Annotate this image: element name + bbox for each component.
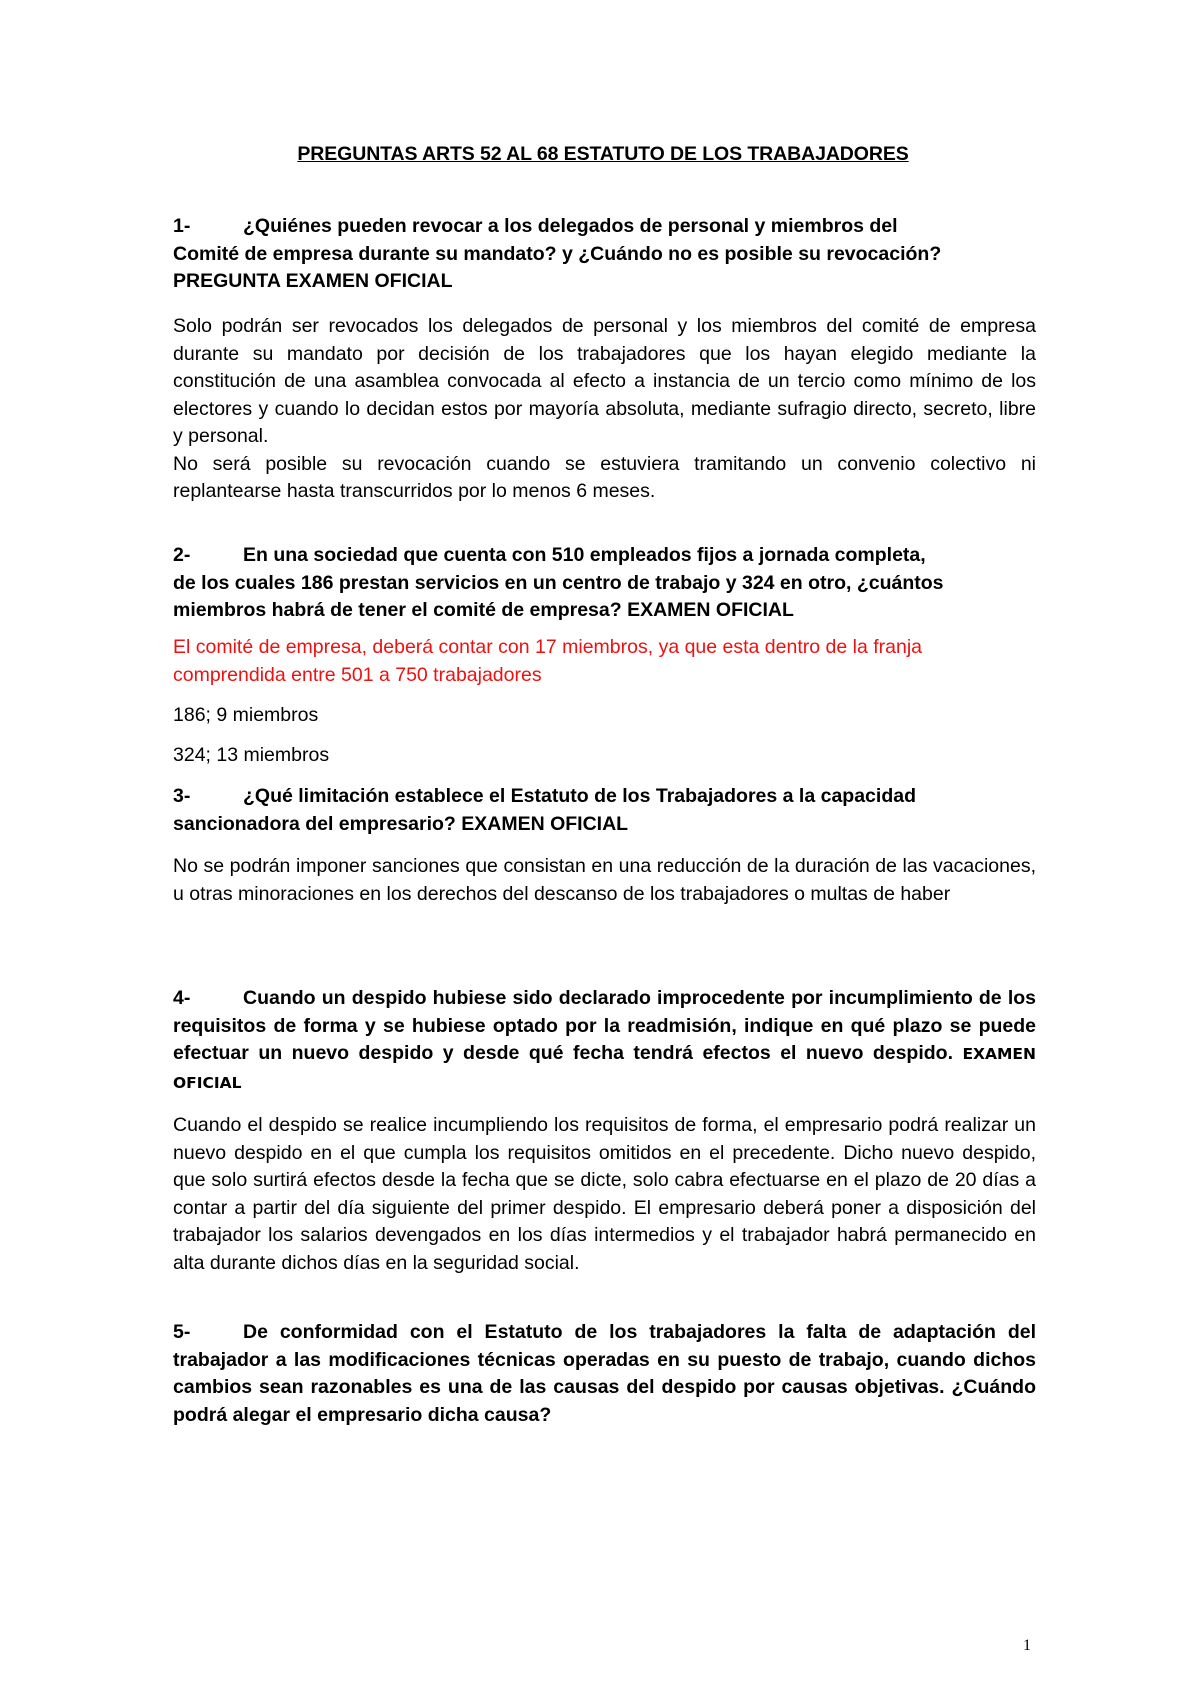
page-number: 1 [1023,1637,1031,1654]
question-4 [173,985,1036,1097]
page-title: PREGUNTAS ARTS 52 AL 68 ESTATUTO DE LOS TRABAJADORES [297,143,909,165]
question-text-line1: ¿Qué limitación establece el Estatuto de los Trabajadores a la capacidad [243,785,916,807]
question-text-rest: sancionadora del empresario? EXAMEN OFICIAL [173,812,629,835]
question-text: Cuando un despido hubiese sido declarado improcedente por incumplimiento de los requisitos de forma y se hubiese optado por la readmisión, indique en qué plazo se puede efectuar un nuevo despido y desde qué fecha tendrá efectos el nuevo despido. [173,987,1036,1064]
answer-2-highlight: El comité de empresa, deberá contar con 17 miembros, ya que esta dentro de la franja comprendida entre 501 a 750 trabajadores [173,636,922,686]
answer-2-line2: 324; 13 miembros [173,744,330,766]
question-text: De conformidad con el Estatuto de los trabajadores la falta de adaptación del trabajador a las modificaciones técnicas operadas en su puesto de trabajo, cuando dichos cambios sean razonables es una de las causas del despido por causas objetivas. ¿Cuándo podrá alegar el empresario dicha causa? [173,1321,1036,1426]
question-text-rest: Comité de empresa durante su mandato? y ¿Cuándo no es posible su revocación? PREGUNTA EXAMEN OFICIAL [173,242,942,292]
answer-paragraph: Solo podrán ser revocados los delegados de personal y los miembros del comité de empresa durante su mandato por decisión de los trabajadores que los hayan elegido mediante la constitución de una asamblea convocada al efecto a instancia de un tercio como mínimo de los electores y cuando lo decidan estos por mayoría absoluta, mediante sufragio directo, secreto, libre y personal. [173,315,1036,447]
question-number: 4- [173,987,191,1009]
question-text-line1: ¿Quiénes pueden revocar a los delegados de personal y miembros del [243,215,898,237]
answer-1 [173,313,1036,506]
question-2 [173,542,1036,625]
answer-4: Cuando el despido se realice incumpliendo los requisitos de forma, el empresario podrá realizar un nuevo despido en el que cumpla los requisitos omitidos en el precedente. Dicho nuevo despido, que solo surtirá efectos desde la fecha que se dicte, solo cabra efectuarse en el plazo de 20 días a contar a partir del día siguiente del primer despido. El empresario deberá poner a disposición del trabajador los salarios devengados en los días intermedios y el trabajador habrá permanecido en alta durante dichos días en la seguridad social. [173,1114,1036,1274]
question-3 [173,783,1036,838]
answer-paragraph: No será posible su revocación cuando se estuviera tramitando un convenio colectivo ni replantearse hasta transcurridos por lo menos 6 meses. [173,452,1036,502]
question-number: 5- [173,1321,191,1343]
question-text-line1: En una sociedad que cuenta con 510 empleados fijos a jornada completa, [243,544,926,566]
question-number: 1- [173,215,191,237]
question-text-rest: de los cuales 186 prestan servicios en un centro de trabajo y 324 en otro, ¿cuántos miembros habrá de tener el comité de empresa? EXAMEN OFICIAL [173,571,944,621]
question-number: 3- [173,785,191,807]
question-5 [173,1319,1036,1429]
answer-2-line1: 186; 9 miembros [173,704,319,726]
exam-tag: EXAMEN OFICIAL [173,1045,1036,1092]
answer-3: No se podrán imponer sanciones que consistan en una reducción de la duración de las vacaciones, u otras minoraciones en los derechos del descanso de los trabajadores o multas de haber [173,855,1036,905]
question-number: 2- [173,544,191,566]
question-1 [173,213,1036,296]
